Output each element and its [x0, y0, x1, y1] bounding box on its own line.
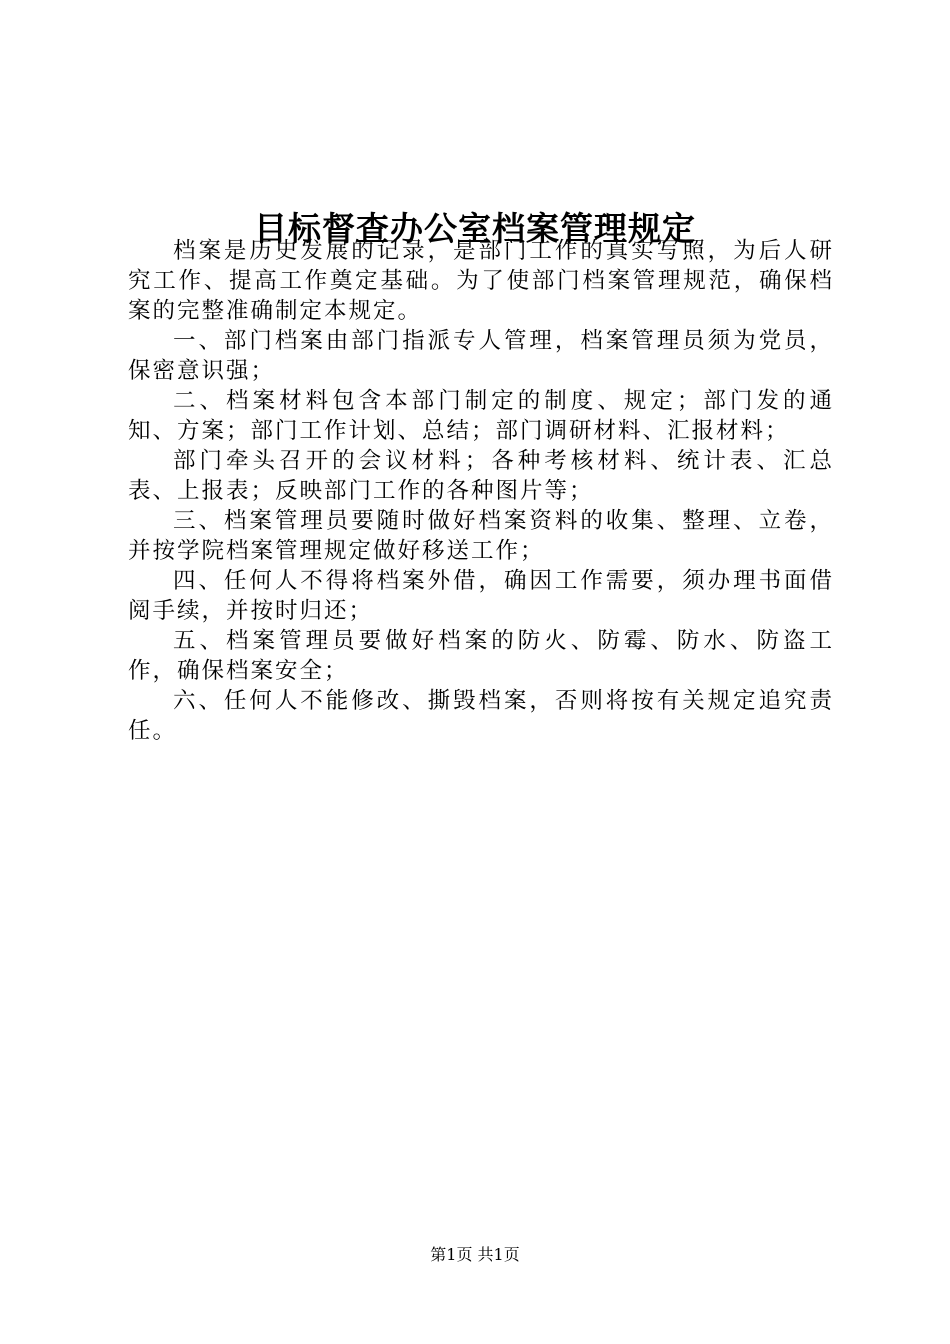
paragraph-item-2-continued: 部门牵头召开的会议材料；各种考核材料、统计表、汇总表、上报表；反映部门工作的各种图片等； — [128, 448, 834, 504]
paragraph-item-2: 二、档案材料包含本部门制定的制度、规定；部门发的通知、方案；部门工作计划、总结；部门调研材料、汇报材料； — [128, 388, 834, 444]
document-body — [128, 236, 834, 746]
paragraph-item-1: 一、部门档案由部门指派专人管理，档案管理员须为党员，保密意识强； — [128, 328, 834, 384]
page-number-footer: 第1页 共1页 — [430, 1245, 520, 1264]
paragraph-item-3: 三、档案管理员要随时做好档案资料的收集、整理、立卷，并按学院档案管理规定做好移送工作； — [128, 508, 834, 564]
paragraph-item-5: 五、档案管理员要做好档案的防火、防霉、防水、防盗工作，确保档案安全； — [128, 628, 834, 684]
paragraph-intro: 档案是历史发展的记录，是部门工作的真实写照，为后人研究工作、提高工作奠定基础。为了使部门档案管理规范，确保档案的完整准确制定本规定。 — [128, 238, 834, 324]
document-title: 目标督查办公室档案管理规定 — [254, 209, 696, 249]
paragraph-item-6: 六、任何人不能修改、撕毁档案，否则将按有关规定追究责任。 — [128, 688, 834, 744]
paragraph-item-4: 四、任何人不得将档案外借，确因工作需要，须办理书面借阅手续，并按时归还； — [128, 568, 834, 624]
